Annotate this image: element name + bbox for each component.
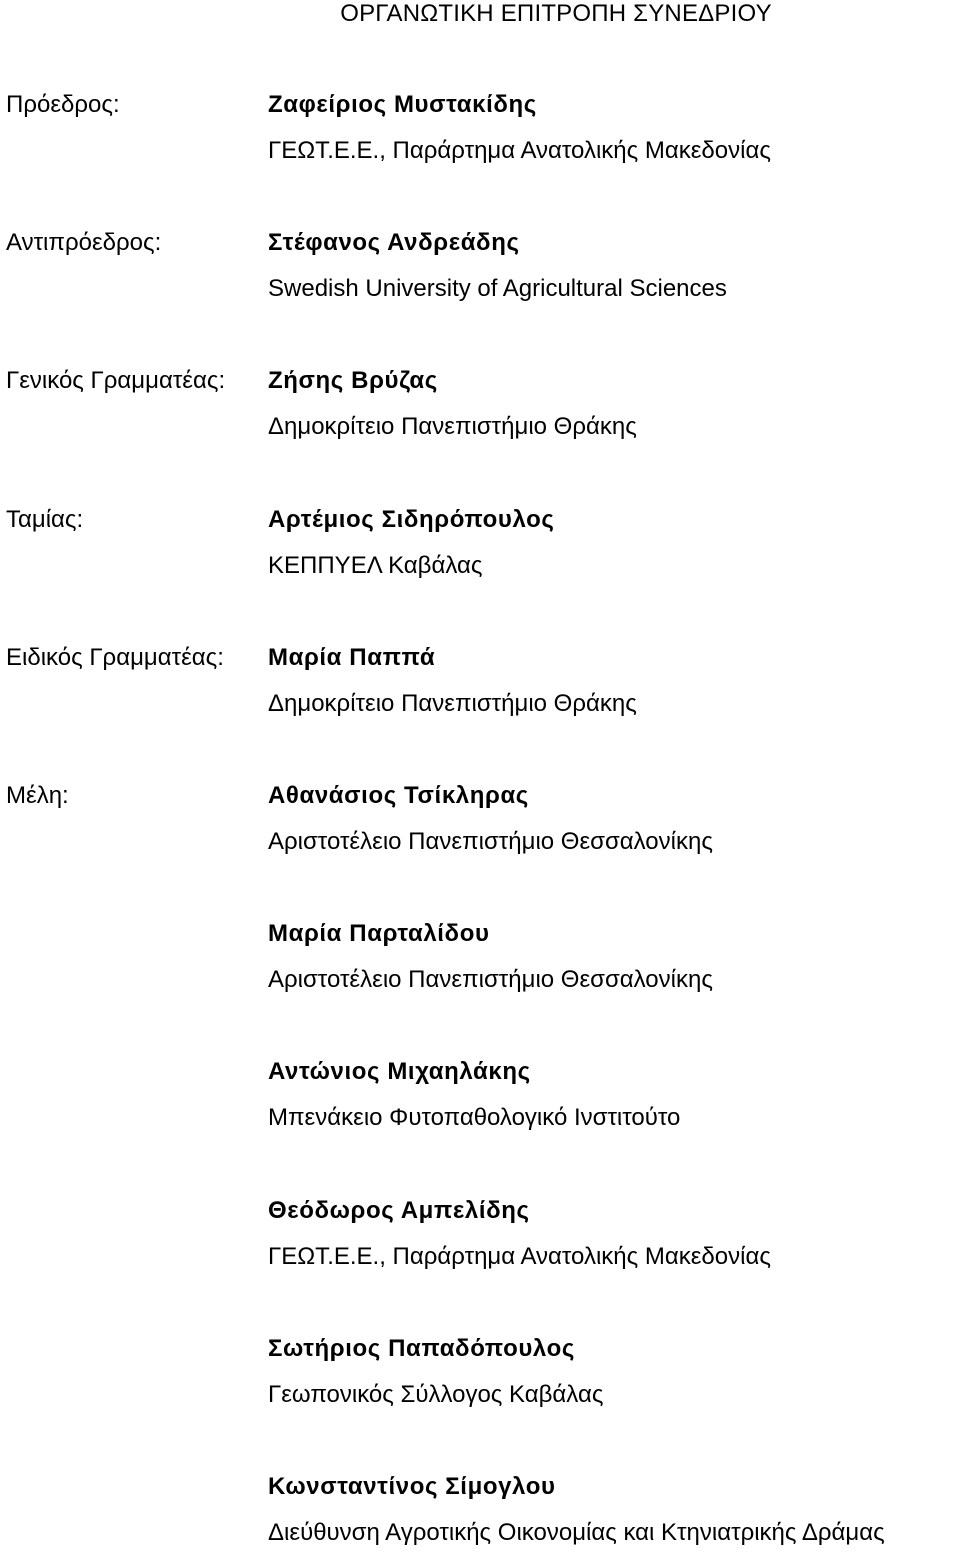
person-name: Αθανάσιος Τσίκληρας [268, 782, 529, 809]
person-affiliation: Γεωπονικός Σύλλογος Καβάλας [268, 1381, 604, 1408]
person-name: Αρτέμιος Σιδηρόπουλος [268, 506, 555, 533]
committee-entry [268, 367, 637, 441]
person-name: Σωτήριος Παπαδόπουλος [268, 1335, 575, 1362]
person-name: Θεόδωρος Αμπελίδης [268, 1197, 530, 1224]
person-affiliation: Δημοκρίτειο Πανεπιστήμιο Θράκης [268, 690, 637, 717]
committee-entry [268, 91, 771, 165]
page-title: ΟΡΓΑΝΩΤΙΚΗ ΕΠΙΤΡΟΠΗ ΣΥΝΕΔΡΙΟΥ [340, 0, 772, 27]
person-name: Ζήσης Βρύζας [268, 367, 438, 394]
person-affiliation: ΓΕΩΤ.Ε.Ε., Παράρτημα Ανατολικής Μακεδονίας [268, 137, 771, 164]
committee-entry [268, 1058, 680, 1132]
person-affiliation: Αριστοτέλειο Πανεπιστήμιο Θεσσαλονίκης [268, 828, 713, 855]
committee-entry [268, 920, 713, 994]
person-name: Αντώνιος Μιχαηλάκης [268, 1058, 531, 1085]
person-name: Κωνσταντίνος Σίμογλου [268, 1473, 556, 1500]
role-president: Πρόεδρος: [6, 91, 120, 118]
person-affiliation: Αριστοτέλειο Πανεπιστήμιο Θεσσαλονίκης [268, 966, 713, 993]
committee-entry [268, 1197, 771, 1271]
person-name: Μαρία Παρταλίδου [268, 920, 490, 947]
person-name: Στέφανος Ανδρεάδης [268, 229, 520, 256]
committee-entry [268, 1473, 885, 1547]
committee-entry [268, 782, 713, 856]
person-affiliation: Swedish University of Agricultural Sciences [268, 275, 727, 302]
role-members: Μέλη: [6, 782, 69, 809]
person-affiliation: ΓΕΩΤ.Ε.Ε., Παράρτημα Ανατολικής Μακεδονίας [268, 1243, 771, 1270]
person-affiliation: ΚΕΠΠΥΕΛ Καβάλας [268, 552, 483, 579]
role-vice-president: Αντιπρόεδρος: [6, 229, 162, 256]
committee-entry [268, 644, 637, 718]
role-general-secretary: Γενικός Γραμματέας: [6, 367, 226, 394]
committee-entry [268, 1335, 603, 1409]
person-affiliation: Διεύθυνση Αγροτικής Οικονομίας και Κτηνιατρικής Δράμας [268, 1519, 885, 1546]
person-affiliation: Μπενάκειο Φυτοπαθολογικό Ινστιτούτο [268, 1104, 681, 1131]
role-treasurer: Ταμίας: [6, 506, 84, 533]
person-name: Ζαφείριος Μυστακίδης [268, 91, 537, 118]
committee-entry [268, 229, 727, 303]
person-affiliation: Δημοκρίτειο Πανεπιστήμιο Θράκης [268, 413, 637, 440]
person-name: Μαρία Παππά [268, 644, 436, 671]
role-special-secretary: Ειδικός Γραμματέας: [6, 644, 224, 671]
committee-entry [268, 506, 554, 580]
